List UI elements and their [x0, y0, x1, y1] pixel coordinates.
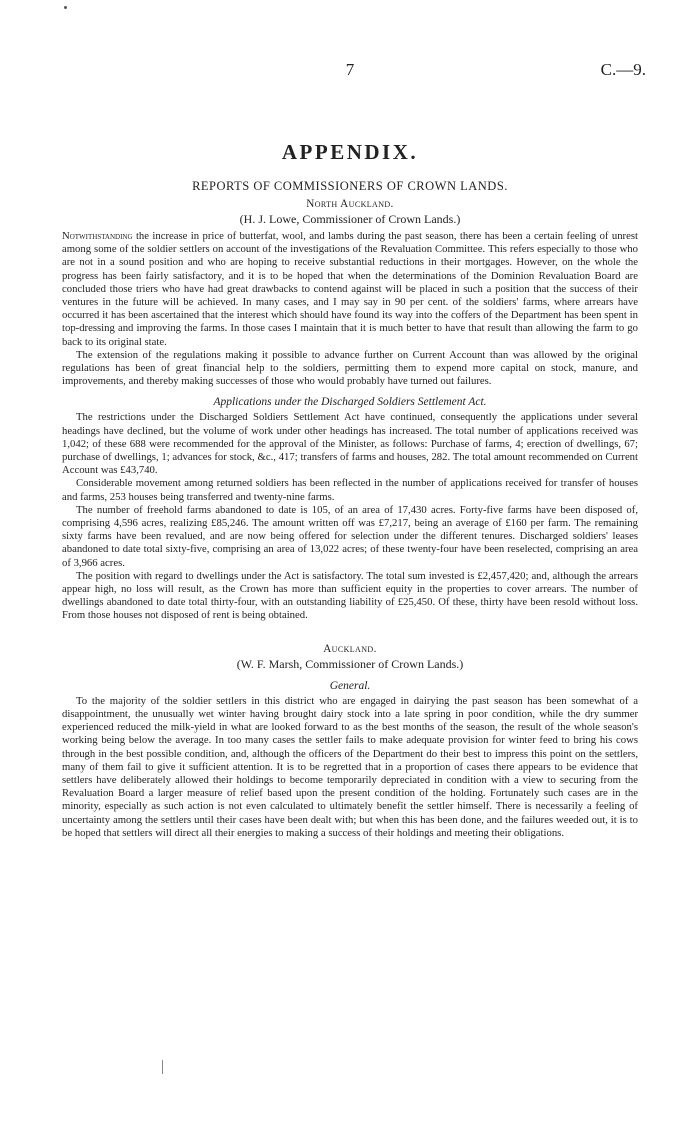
document-body	[62, 140, 638, 840]
scan-mark	[162, 1060, 163, 1074]
page-number: 7	[345, 60, 355, 79]
document-title: APPENDIX.	[281, 140, 419, 164]
scan-mark	[64, 6, 67, 9]
paragraph: The extension of the regulations making it possible to advance further on Current Account than was allowed by the original regulations has been of great financial help to the soldiers, permitting them to expend more capital on stock, manure, and improvements, and thereby making successes of those who would probably have turned out failures.	[62, 348, 638, 388]
paper-reference: C.—9.	[600, 60, 646, 79]
paragraph: The number of freehold farms abandoned to date is 105, of an area of 17,430 acres. Forty-five farms have been disposed of, comprising 4,596 acres, realizing £85,246. The amount written off was £7,217, being an average of £160 per farm. The remaining sixty farms have been revalued, and are now being offered for selection under the different tenures. Discharged soldiers' leases abandoned to date total sixty-five, comprising an area of 13,022 acres; of these twenty-four have been reselected, comprising an area of 3,966 acres.	[62, 503, 638, 569]
section-heading: Applications under the Discharged Soldiers Settlement Act.	[213, 396, 487, 409]
district-heading: North Auckland.	[306, 198, 394, 210]
document-subtitle: REPORTS OF COMMISSIONERS OF CROWN LANDS.	[192, 179, 508, 193]
paragraph: The position with regard to dwellings under the Act is satisfactory. The total sum invested is £2,457,420; and, although the arrears appear high, no loss will result, as the Crown has more than sufficient equity in the properties to cover arrears. The number of dwellings abandoned to date total thirty-four, with an outstanding liability of £25,450. Of these, thirty have been resold without loss. From those houses not disposed of rent is being obtained.	[62, 569, 638, 622]
section-heading: General.	[329, 679, 371, 692]
commissioner-line: (H. J. Lowe, Commissioner of Crown Lands.)	[239, 212, 461, 226]
district-heading: Auckland.	[323, 642, 377, 655]
auckland-report	[62, 643, 638, 840]
paragraph-lead-word: Notwithstanding	[62, 230, 133, 242]
north-auckland-report	[62, 198, 638, 623]
paragraph-text: the increase in price of butterfat, wool, and lambs during the past season, there has been a certain feeling of unrest among some of the soldier settlers on account of the investigations of the Revaluation Committee. This refers especially to those who are not in a sound position and who are hoping to receive substantial reductions in their mortgages. However, on the whole the progress has been fairly satisfactory, and it is to be hoped that when the determinations of the Dominion Revaluation Board are concluded those triers who have had great drawbacks to contend against will be placed in such a position that the success of their ventures in the future will be achieved. In many cases, and I may say in 90 per cent. of the soldiers' farms, where arrears have occurred it has been ascertained that the interest which should have found its way into the coffers of the Department has been spent in top-dressing and improving the farms. In those cases I maintain that it is much better to have that result than allowing the farm to go back to its original state.	[62, 230, 638, 348]
commissioner-line: (W. F. Marsh, Commissioner of Crown Lands.)	[236, 656, 464, 671]
paragraph: To the majority of the soldier settlers in this district who are engaged in dairying the past season has been somewhat of a disappointment, the unusually wet winter having brought dairy stock into a late spring in poor condition, while the dry summer experienced reduced the milk-yield in what are looked forward to as the best months of the season, the result of the whole season's working being below the average. In too many cases the settler fails to make adequate provision for winter feed to bring his cows through in the best possible condition, and, although the officers of the Department do their best to impress this point on the settlers, many of them fail to give it sufficient attention. It is to be regretted that in a proportion of cases there appears to be evidence that settlers have deliberately allowed their holdings to become temporarily depreciated in condition with a view to securing from the Revaluation Board a larger measure of relief based upon the present condition of the holding. Fortunately such cases are in the minority, especially as such action is not even calculated to ultimately benefit the settler himself. There is necessarily a feeling of uncertainty among the settlers until their cases have been dealt with; but when this has been done, and the failures weeded out, it is to be hoped that settlers will direct all their energies to making a success of their holdings and meeting their obligations.	[62, 694, 638, 839]
paragraph: The restrictions under the Discharged Soldiers Settlement Act have continued, consequently the applications under several headings have declined, but the volume of work under other headings has increased. The total number of applications received was 1,042; of these 688 were recommended for the approval of the Minister, as follows: Purchase of farms, 4; erection of dwellings, 67; purchase of dwellings, 1; advances for stock, &c., 417; transfers of farms and houses, 282. The total amount recommended on Current Account was £43,740.	[62, 411, 638, 477]
paragraph: Considerable movement among returned soldiers has been reflected in the number of applications received for transfer of houses and farms, 253 houses being transferred and twenty-nine farms.	[62, 477, 638, 503]
paragraph	[62, 230, 638, 349]
